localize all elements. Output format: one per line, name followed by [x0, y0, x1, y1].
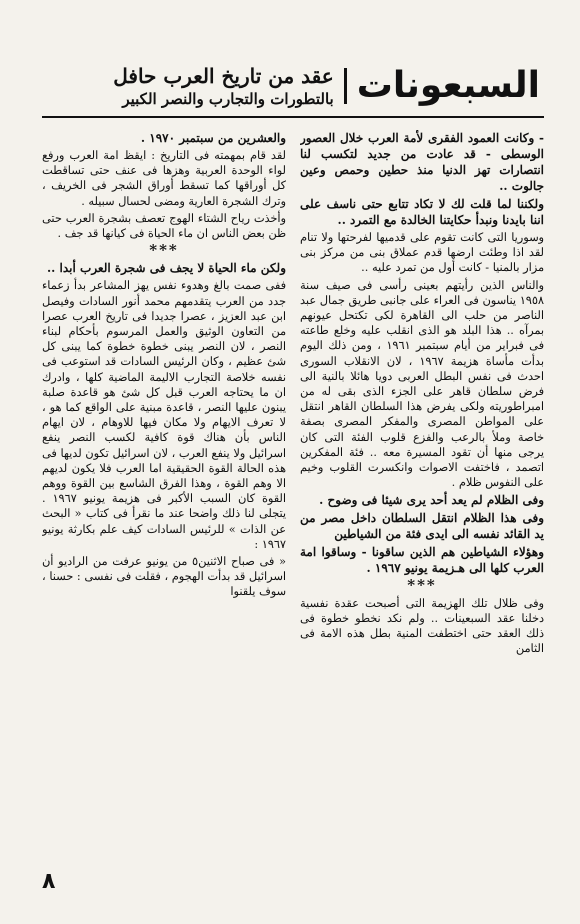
- article-paragraph: لقد قام بمهمته فى التاريخ : ايقظ امة العرب ورفع لواء الوحدة العربية وهزها فى عنف حتى تساقطت كل أوراقها كما تسقط أوراق الشجر فى الخريف ، وترك الشجرة العارية ومضى لحسال سبيله .: [42, 149, 286, 208]
- article-paragraph: « فى صباح الاثنين٥ من يونيو عرفت من الراديو أن اسرائيل قد بدأت الهجوم ، فقلت فى نفسى : حسنا ، سوف يلقنوا: [42, 555, 286, 599]
- article-paragraph: - وكانت العمود الفقرى لأمة العرب خلال العصور الوسطى - قد عادت من جديد لتكسب لنا انتصارات تهز الدنيا منذ حطين وحمص وعين جالوت ..: [300, 131, 544, 193]
- article-paragraph: ولكننا لما قلت لك لا تكاد تتابع حتى ناسف على اننا بايدنا ونبدأ حكايتنا الخالدة مع التمرد ..: [300, 197, 544, 227]
- article-paragraph: وفى هذا الظلام انتقل السلطان داخل مصر من يد القائد نفسه الى ايدى فئة من الشياطين: [300, 511, 544, 542]
- section-tagline: [113, 63, 333, 109]
- article-paragraph: وفى الظلام لم يعد أحد يرى شيئا فى وضوح .: [319, 493, 544, 508]
- article-paragraph: وأخذت رياح الشتاء الهوج تعصف بشجرة العرب حتى ظن بعض الناس ان ماء الحياة فى كيانها قد جف .: [42, 211, 286, 241]
- article-paragraph: والعشرين من سبتمبر ١٩٧٠ .: [140, 131, 286, 145]
- article-columns: [42, 130, 544, 882]
- article-paragraph: ففى صمت بالغ وهدوء نفس يهز المشاعر بدأ زعماء جدد من العرب يتقدمهم محمد أنور السادات وفيصل ابن عبد العزيز ، عصرا جديدا فى تاريخ العرب عصرا من التعاون الوثيق والعمل المرسوم بأحكام لبناء النصر ، لان النصر يبنى خطوة خطوة كما يبنى كل شئ عظيم ، وكان الرئيس السادات قد استوعب فى نفسه خلاصة التجارب الاليمة الماضية كلها ، وادرك ان ما يحتاجه العرب قبل كل شئ هو قاعدة صلبة يبنون عليها النصر ، قاعدة مبنية على الواقع كما هو ، لا تعرف الايهام ولا مكان فيها للاوهام ، لان ايهام الناس بأن هناك قوة كافية لكسب النصر ينفع اسرائيل ولا ينفع العرب ، لان اسرائيل تكون لديها فى هذه الحالة القوة الحقيقية اما العرب فلا يكون لديهم الا وهم القوة ، وهذا الفرق الشاسع بين القوة ووهم القوة كان السبب الأكبر فى هزيمة يونيو ١٩٦٧ . يتجلى لنا ذلك واضحا عند ما نقرأ فى كتاب « البحث عن الذات » للرئيس السادات كيف علم بكارثة يونيو ١٩٦٧ :: [42, 279, 286, 551]
- section-divider: ***: [407, 576, 437, 595]
- tagline-line-1: عقد من تاريخ العرب حافل: [113, 64, 334, 88]
- section-header: [42, 56, 544, 118]
- article-paragraph: وفى ظلال تلك الهزيمة التى أصبحت عقدة نفسية دخلنا عقد السبعينات .. ولم نكد نخطو خطوة فى ذلك العقد حتى اختطفت المنية بطل هذه الامة فى الثامن: [300, 596, 544, 656]
- article-paragraph: وسوريا التى كانت تقوم على قدميها لفرحتها ولا تنام لقد اذا وطئت ارضها قدم عملاق بنى من مركز بنى مزار بالمنيا - كانت أول من تمرد عليه ..: [300, 231, 544, 275]
- article-column-right: [300, 130, 544, 882]
- article-paragraph: ولكن ماء الحياة لا يجف فى شجرة العرب أبدا ..: [47, 261, 286, 276]
- section-divider: ***: [149, 241, 179, 260]
- tagline-line-2: بالتطورات والتجارب والنصر الكبير: [122, 90, 334, 108]
- article-paragraph: وهؤلاء الشياطين هم الذين ساقونا - وساقوا امة العرب كلها الى هـزيمة يونيو ١٩٦٧ .: [300, 545, 544, 576]
- page-number: ٨: [42, 869, 56, 894]
- section-logo: السبعونات: [344, 68, 544, 104]
- article-column-left: [42, 130, 286, 882]
- article-paragraph: والناس الذين رأيتهم بعينى رأسى فى صيف سنة ١٩٥٨ يناسون فى العراء على جانبى طريق جمال عبد الناصر من حلب الى القاهرة لكى تكتحل عيونهم بمرآه .. هذا البلد هو الذى انقلب عليه وخلع طاعته فى فبراير من أيام سبتمبر ١٩٦١ ، ومن ذلك اليوم بدأت مأساة هزيمة ١٩٦٧ ، لان الانقلاب السورى احدث فى نفس البطل العربى دويا هائلا بالنية الى فرض سلطان قاهر على الجزء الذى بقى له من امبراطوريته ولكى يفرض هذا السلطان القاهر انتقل على المواطن المصرى والمفكر المصرى بصفة خاصة وملأ بالرعب والفزع قلوب الفئة التى كان يرجى منها أن تقود المسيرة معه .. فئة المفكرين اتصمد ، فاختفت الاصوات وانكسرت القلوب وخيم على النفوس ظلام .: [300, 278, 544, 490]
